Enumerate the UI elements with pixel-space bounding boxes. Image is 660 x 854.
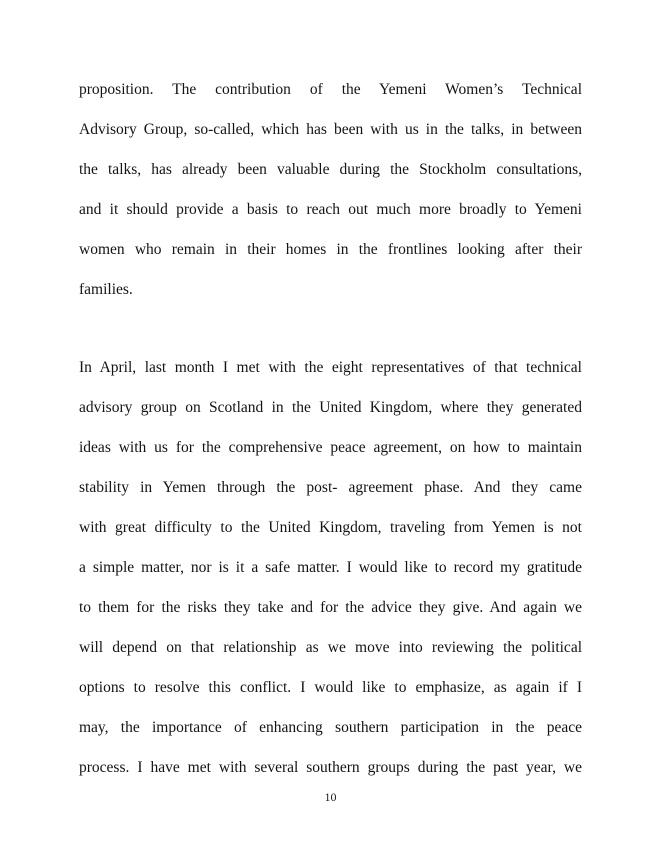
- text-line: will depend on that relationship as we move into reviewing the political: [79, 639, 582, 656]
- paragraph: [79, 348, 582, 788]
- text-line: In April, last month I met with the eight representatives of that technical: [79, 359, 582, 376]
- text-line: process. I have met with several southern groups during the past year, we: [79, 759, 582, 776]
- text-line: families.: [79, 281, 133, 298]
- text-line: stability in Yemen through the post- agreement phase. And they came: [79, 479, 582, 496]
- text-line: a simple matter, nor is it a safe matter. I would like to record my gratitude: [79, 559, 582, 576]
- text-line: with great difficulty to the United Kingdom, traveling from Yemen is not: [79, 519, 582, 536]
- text-line: and it should provide a basis to reach out much more broadly to Yemeni: [79, 201, 582, 218]
- text-line: ideas with us for the comprehensive peace agreement, on how to maintain: [79, 439, 582, 456]
- paragraph: [79, 70, 582, 310]
- text-line: women who remain in their homes in the frontlines looking after their: [79, 241, 582, 258]
- text-line: the talks, has already been valuable during the Stockholm consultations,: [79, 161, 582, 178]
- page-number: 10: [324, 790, 337, 804]
- text-line: to them for the risks they take and for the advice they give. And again we: [79, 599, 582, 616]
- text-line: proposition. The contribution of the Yemeni Women’s Technical: [79, 81, 582, 98]
- text-line: Advisory Group, so-called, which has been with us in the talks, in between: [79, 121, 582, 138]
- text-line: options to resolve this conflict. I would like to emphasize, as again if I: [79, 679, 582, 696]
- text-line: advisory group on Scotland in the United Kingdom, where they generated: [79, 399, 582, 416]
- text-line: may, the importance of enhancing southern participation in the peace: [79, 719, 582, 736]
- paragraph-spacer: [79, 310, 582, 348]
